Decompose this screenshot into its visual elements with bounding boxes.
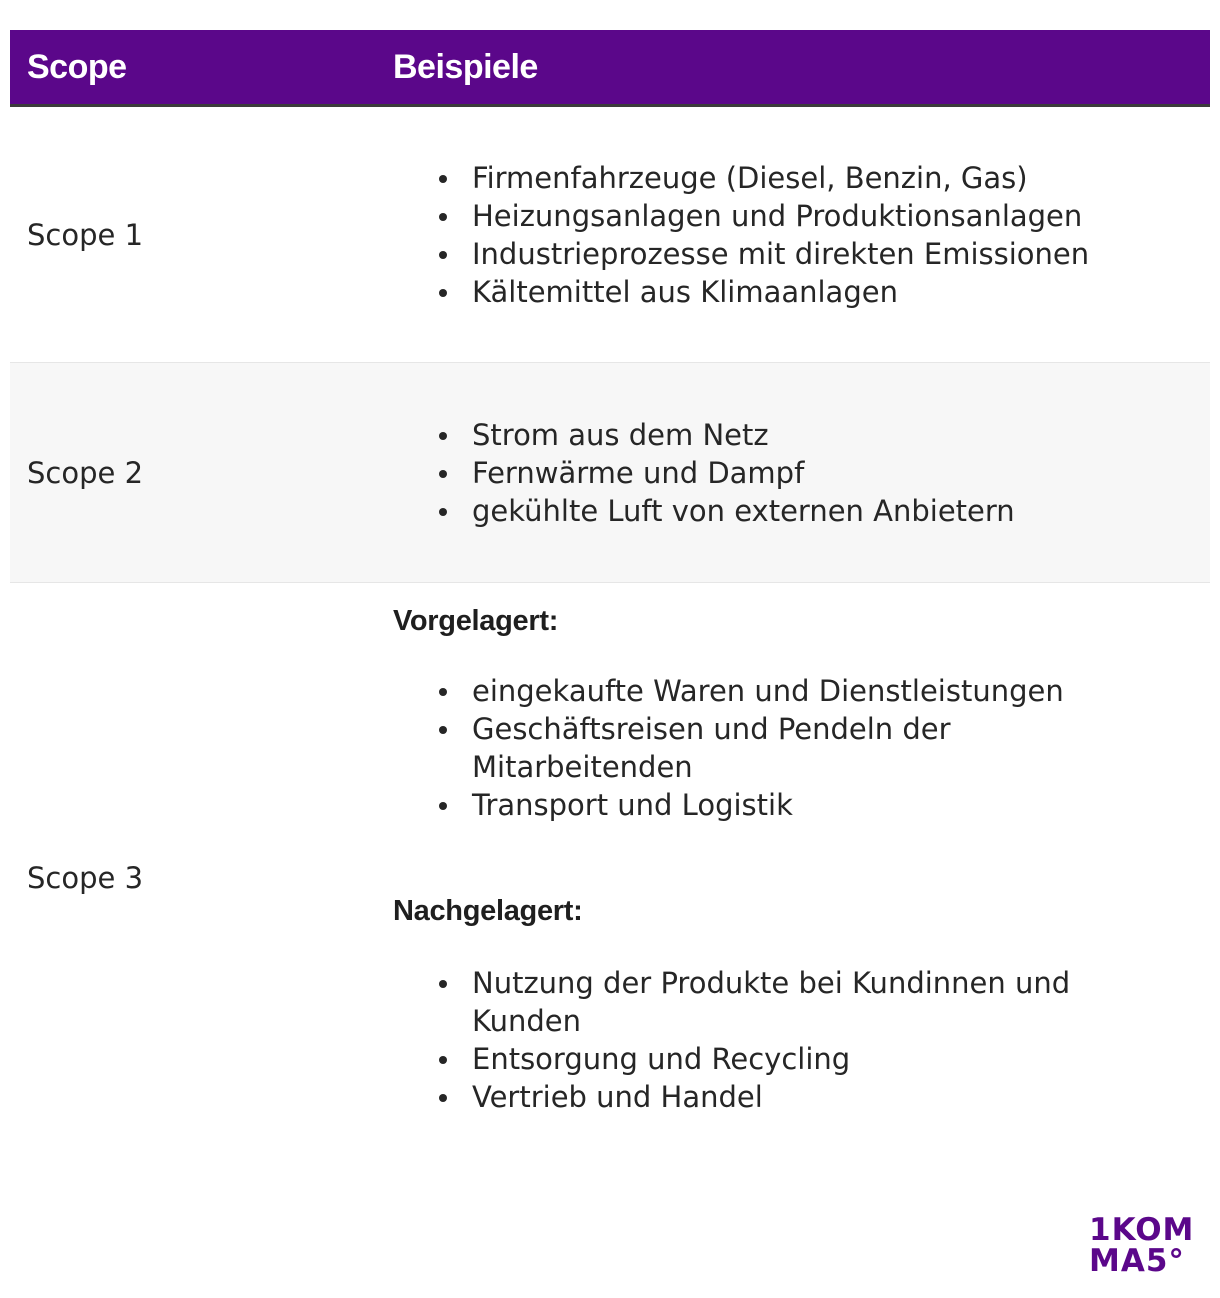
- list-item: eingekaufte Waren und Dienstleistungen: [472, 672, 1210, 710]
- brand-logo: [1089, 1212, 1201, 1279]
- scope-label: Scope 3: [27, 861, 144, 895]
- header-scope: Scope: [27, 48, 127, 86]
- list-item: gekühlte Luft von externen Anbietern: [472, 492, 1210, 530]
- logo-line-1: 1KOM: [1089, 1212, 1195, 1248]
- table-header: [10, 30, 1210, 107]
- table-row-scope-2: [10, 363, 1210, 583]
- examples-list: [393, 416, 1210, 530]
- downstream-list: [393, 964, 1210, 1116]
- downstream-heading: Nachgelagert:: [393, 895, 583, 927]
- examples-cell: [393, 363, 1210, 582]
- list-item: Transport und Logistik: [472, 786, 1210, 824]
- examples-cell: [393, 107, 1210, 362]
- examples-cell: [393, 583, 1210, 1173]
- list-item: Nutzung der Produkte bei Kundinnen und Kunden: [472, 964, 1210, 1040]
- list-item: Heizungsanlagen und Produktionsanlagen: [472, 197, 1210, 235]
- table-row-scope-1: [10, 107, 1210, 363]
- list-item: Firmenfahrzeuge (Diesel, Benzin, Gas): [472, 159, 1210, 197]
- list-item: Entsorgung und Recycling: [472, 1040, 1210, 1078]
- list-item: Geschäftsreisen und Pendeln der Mitarbeitenden: [472, 710, 1210, 786]
- upstream-list: [393, 672, 1210, 824]
- scope-label: Scope 1: [27, 217, 144, 252]
- header-examples: Beispiele: [393, 48, 538, 86]
- list-item: Vertrieb und Handel: [472, 1078, 1210, 1116]
- table-row-scope-3: [10, 583, 1210, 1173]
- upstream-heading: Vorgelagert:: [393, 605, 559, 637]
- list-item: Industrieprozesse mit direkten Emissionen: [472, 235, 1210, 273]
- examples-list: [393, 159, 1210, 311]
- list-item: Kältemittel aus Klimaanlagen: [472, 273, 1210, 311]
- list-item: Strom aus dem Netz: [472, 416, 1210, 454]
- list-item: Fernwärme und Dampf: [472, 454, 1210, 492]
- scope-table: [10, 30, 1210, 1173]
- logo-line-2: MA5°: [1089, 1243, 1185, 1279]
- scope-label: Scope 2: [27, 455, 144, 490]
